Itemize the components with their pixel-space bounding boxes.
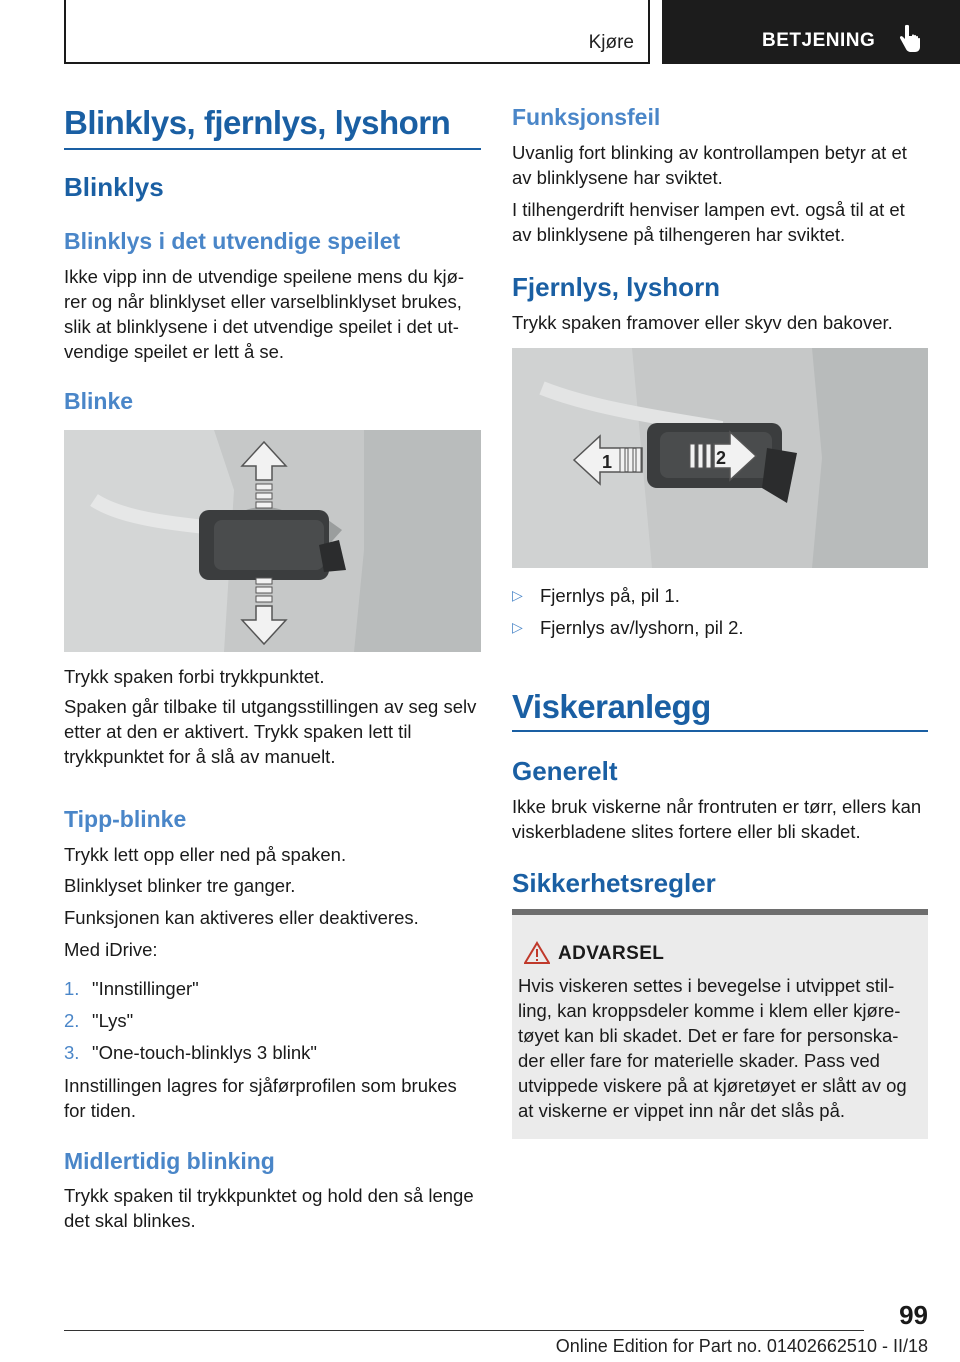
heading-tipp: Tipp-blinke — [64, 806, 187, 832]
lever-forward-back-illustration — [512, 348, 928, 568]
title-rule — [512, 730, 928, 732]
bullet-triangle-icon: ▷ — [512, 619, 523, 635]
warning-box — [512, 909, 928, 1139]
warning-text: Hvis viskeren settes i bevegelse i utvippet stil-ling, kan kroppsdeler komme i klem eller kjøre-tøyet kan bli skadet. Det er fare for personska-der eller fare for materielle skader. Pass ved utvippede viskere på at kjøretøyet er slått av og at viskerne er vippet inn når det slås på. — [518, 975, 907, 1121]
svg-text:1: 1 — [602, 452, 613, 472]
title-rule — [64, 148, 481, 150]
heading-fjernlys: Fjernlys, lyshorn — [512, 272, 721, 302]
tipp-p2: Blinklyset blinker tre ganger. — [64, 875, 296, 896]
tipp-p5: Innstillingen lagres for sjåførprofilen som brukes for tiden. — [64, 1075, 457, 1121]
page-title: Blinklys, fjernlys, lyshorn — [64, 104, 451, 141]
generelt-text: Ikke bruk viskerne når frontruten er tørr, ellers kan viskerbladene slites fortere eller bli skadet. — [512, 796, 922, 842]
bullet-item — [512, 583, 928, 608]
heading-blinke: Blinke — [64, 388, 134, 414]
bullet-triangle-icon: ▷ — [512, 587, 523, 603]
funk-p2: I tilhengerdrift henviser lampen evt. også til at et av blinklysene på tilhengeren har sviktet. — [512, 199, 905, 245]
blinke-p1: Trykk spaken forbi trykkpunktet. — [64, 666, 325, 687]
heading-funksjonsfeil: Funksjonsfeil — [512, 104, 661, 130]
bullet-item — [512, 615, 928, 640]
heading-speilet: Blinklys i det utvendige speilet — [64, 228, 401, 254]
section-title: BETJENING — [762, 30, 876, 51]
list-item — [64, 976, 481, 1001]
page-number: 99 — [899, 1300, 928, 1330]
hand-pointer-icon — [896, 24, 922, 54]
header-breadcrumb-box — [64, 0, 650, 64]
footer-rule — [64, 1330, 864, 1331]
tipp-p3: Funksjonen kan aktiveres eller deaktiveres. — [64, 907, 419, 928]
section-tab[interactable] — [662, 0, 960, 64]
bullet-text: Fjernlys av/lyshorn, pil 2. — [540, 617, 744, 638]
tipp-p1: Trykk lett opp eller ned på spaken. — [64, 844, 347, 865]
heading-blinklys: Blinklys — [64, 172, 164, 202]
list-text: "Innstillinger" — [92, 978, 199, 999]
bullet-text: Fjernlys på, pil 1. — [540, 585, 680, 606]
breadcrumb[interactable]: Kjøre — [588, 32, 634, 53]
list-number: 2. — [64, 1010, 80, 1031]
heading-generelt: Generelt — [512, 756, 618, 786]
warning-title: ADVARSEL — [558, 943, 665, 964]
list-item — [64, 1008, 481, 1033]
heading-viskeranlegg: Viskeranlegg — [512, 688, 711, 725]
midlertidig-text: Trykk spaken til trykkpunktet og hold den så lenge det skal blinkes. — [64, 1185, 474, 1231]
list-text: "One-touch-blinklys 3 blink" — [92, 1042, 317, 1063]
list-number: 1. — [64, 978, 80, 999]
svg-text:2: 2 — [716, 448, 727, 468]
figure-blinke-lever — [64, 430, 481, 652]
list-item — [64, 1040, 481, 1065]
speilet-text: Ikke vipp inn de utvendige speilene mens du kjø-rer og når blinklyset eller varselblinklyset brukes, slik at blinklysene i det utvendige speilet i det ut-vendige speilet er lett å se. — [64, 266, 465, 362]
footer-edition: Online Edition for Part no. 01402662510 - II/18 — [555, 1336, 928, 1356]
warning-triangle-icon — [524, 941, 550, 965]
heading-sikkerhetsregler: Sikkerhetsregler — [512, 868, 716, 898]
lever-updown-illustration — [64, 430, 481, 652]
list-text: "Lys" — [92, 1010, 134, 1031]
tipp-p4: Med iDrive: — [64, 939, 158, 960]
funk-p1: Uvanlig fort blinking av kontrollampen betyr at et av blinklysene har sviktet. — [512, 142, 907, 188]
figure-fjernlys-lever — [512, 348, 928, 568]
fjernlys-text: Trykk spaken framover eller skyv den bakover. — [512, 312, 893, 333]
blinke-p2: Spaken går tilbake til utgangsstillingen av seg selv etter at den er aktivert. Trykk spaken lett til trykkpunktet for å slå av manuelt. — [64, 696, 477, 767]
list-number: 3. — [64, 1042, 80, 1063]
heading-midlertidig: Midlertidig blinking — [64, 1148, 275, 1174]
